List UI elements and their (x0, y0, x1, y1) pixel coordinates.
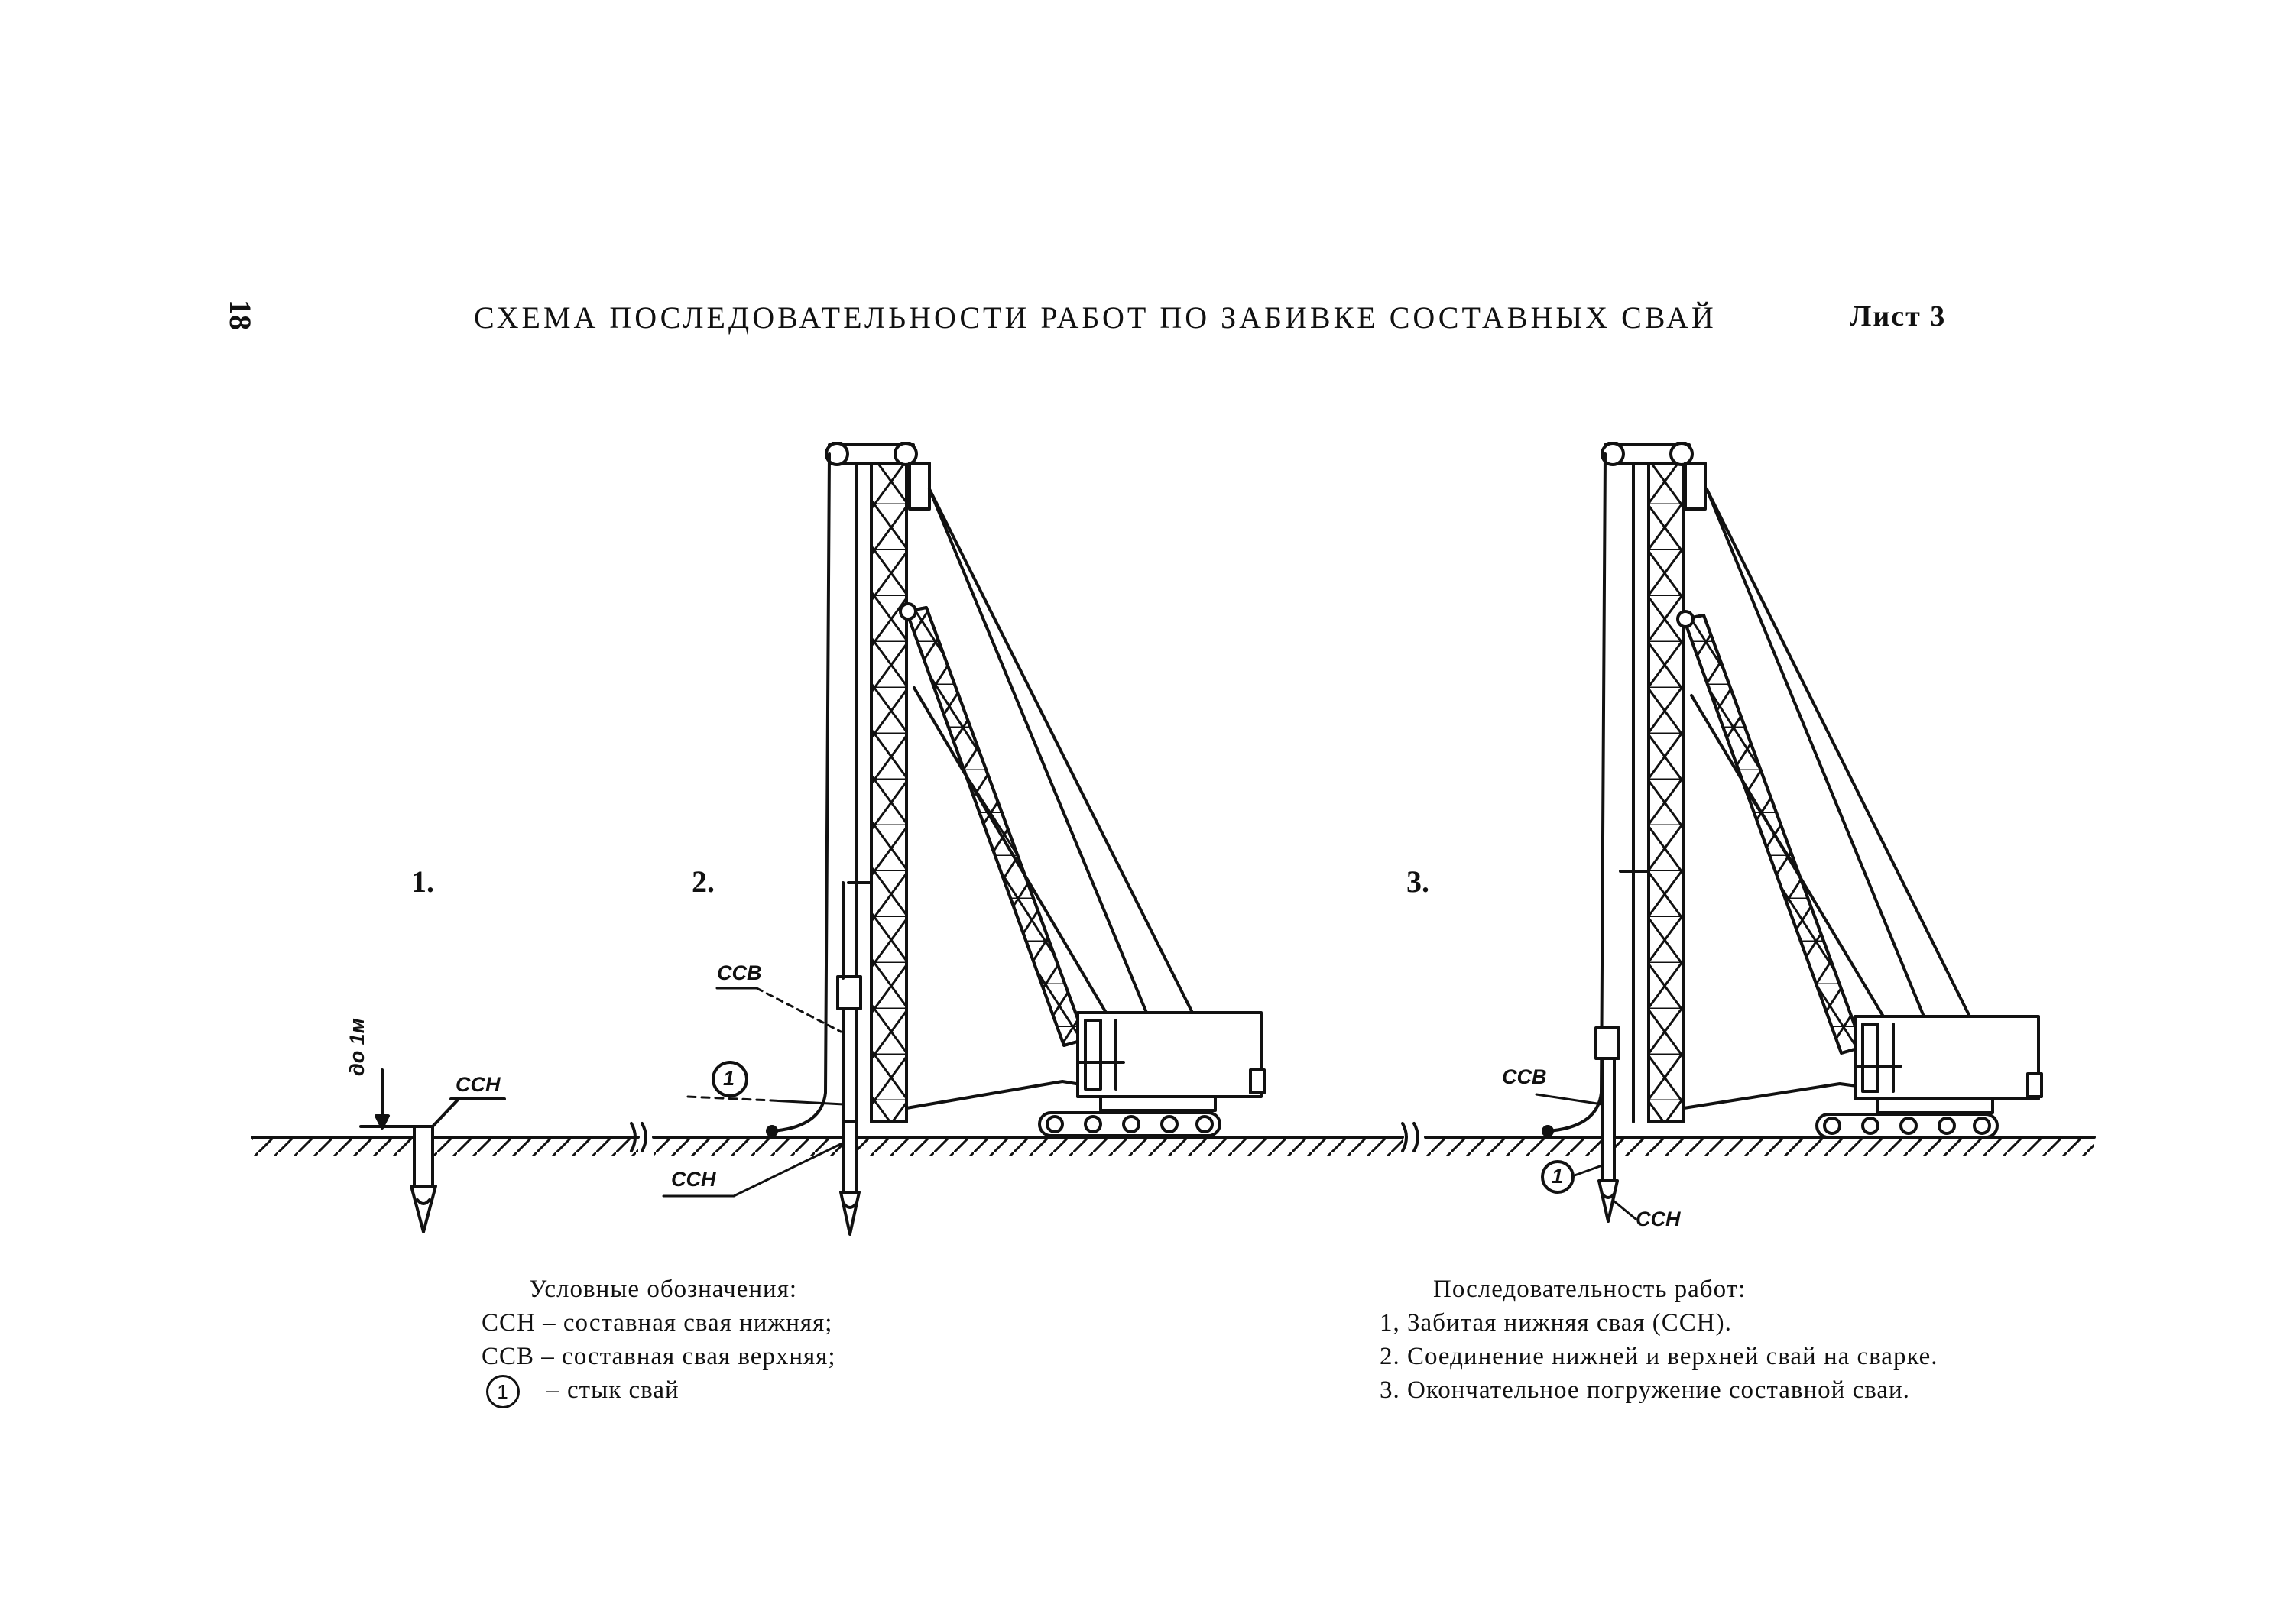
fig1-lower-pile (411, 1126, 436, 1232)
joint-symbol-icon: 1 (486, 1375, 520, 1408)
fig1-depth-arrow (361, 1070, 414, 1128)
page-title: СХЕМА ПОСЛЕДОВАТЕЛЬНОСТИ РАБОТ ПО ЗАБИВКЕ СОСТАВНЫХ СВАЙ (474, 300, 1717, 335)
legend-item-joint (482, 1373, 836, 1408)
fig2-pile-driver (767, 443, 1264, 1234)
fig2-number: 2. (692, 864, 715, 899)
legend-item-ssv (482, 1340, 836, 1373)
sequence-item: 1, Забитая нижняя свая (ССН). (1380, 1309, 1732, 1337)
sheet-number: Лист 3 (1850, 300, 1947, 332)
fig1-ssn-label: ССН (456, 1073, 501, 1096)
fig3-pile-driver (1543, 443, 2042, 1221)
legend-item-ssn (482, 1306, 836, 1340)
fig3-ssn-label: ССН (1636, 1207, 1681, 1230)
legend-title: Условные обозначения: (529, 1276, 798, 1303)
sequence-title: Последовательность работ: (1433, 1276, 1747, 1303)
fig3-leaders (1536, 1094, 1636, 1219)
fig3-joint-label: 1 (1552, 1165, 1564, 1188)
fig2-ssn-label: ССН (671, 1168, 716, 1191)
ground-right (1425, 1137, 2094, 1156)
fig1-number: 1. (411, 864, 434, 899)
page-number: 18 (223, 300, 258, 330)
legend-symbol: ССН (482, 1309, 536, 1337)
legend-symbol: ССВ (482, 1343, 535, 1370)
work-sequence (1380, 1272, 1938, 1407)
sequence-item: 2. Соединение нижней и верхней свай на сварке. (1380, 1343, 1938, 1370)
fig1-depth-label: до 1м (345, 1018, 368, 1076)
legend-text: – составная свая верхняя; (541, 1343, 836, 1370)
legend-text: – составная свая нижняя; (543, 1309, 833, 1337)
fig3-ssv-label: ССВ (1502, 1065, 1547, 1088)
fig2-joint-label: 1 (723, 1067, 735, 1090)
sequence-item: 3. Окончательное погружение составной сваи. (1380, 1376, 1910, 1404)
fig1-ssn-leader (433, 1099, 504, 1126)
fig2-leaders (663, 988, 844, 1196)
ground-left (252, 1123, 646, 1156)
legend (482, 1272, 836, 1408)
fig3-number: 3. (1406, 864, 1429, 899)
legend-text: – стык свай (546, 1376, 679, 1404)
fig2-ssv-label: ССВ (717, 961, 762, 984)
